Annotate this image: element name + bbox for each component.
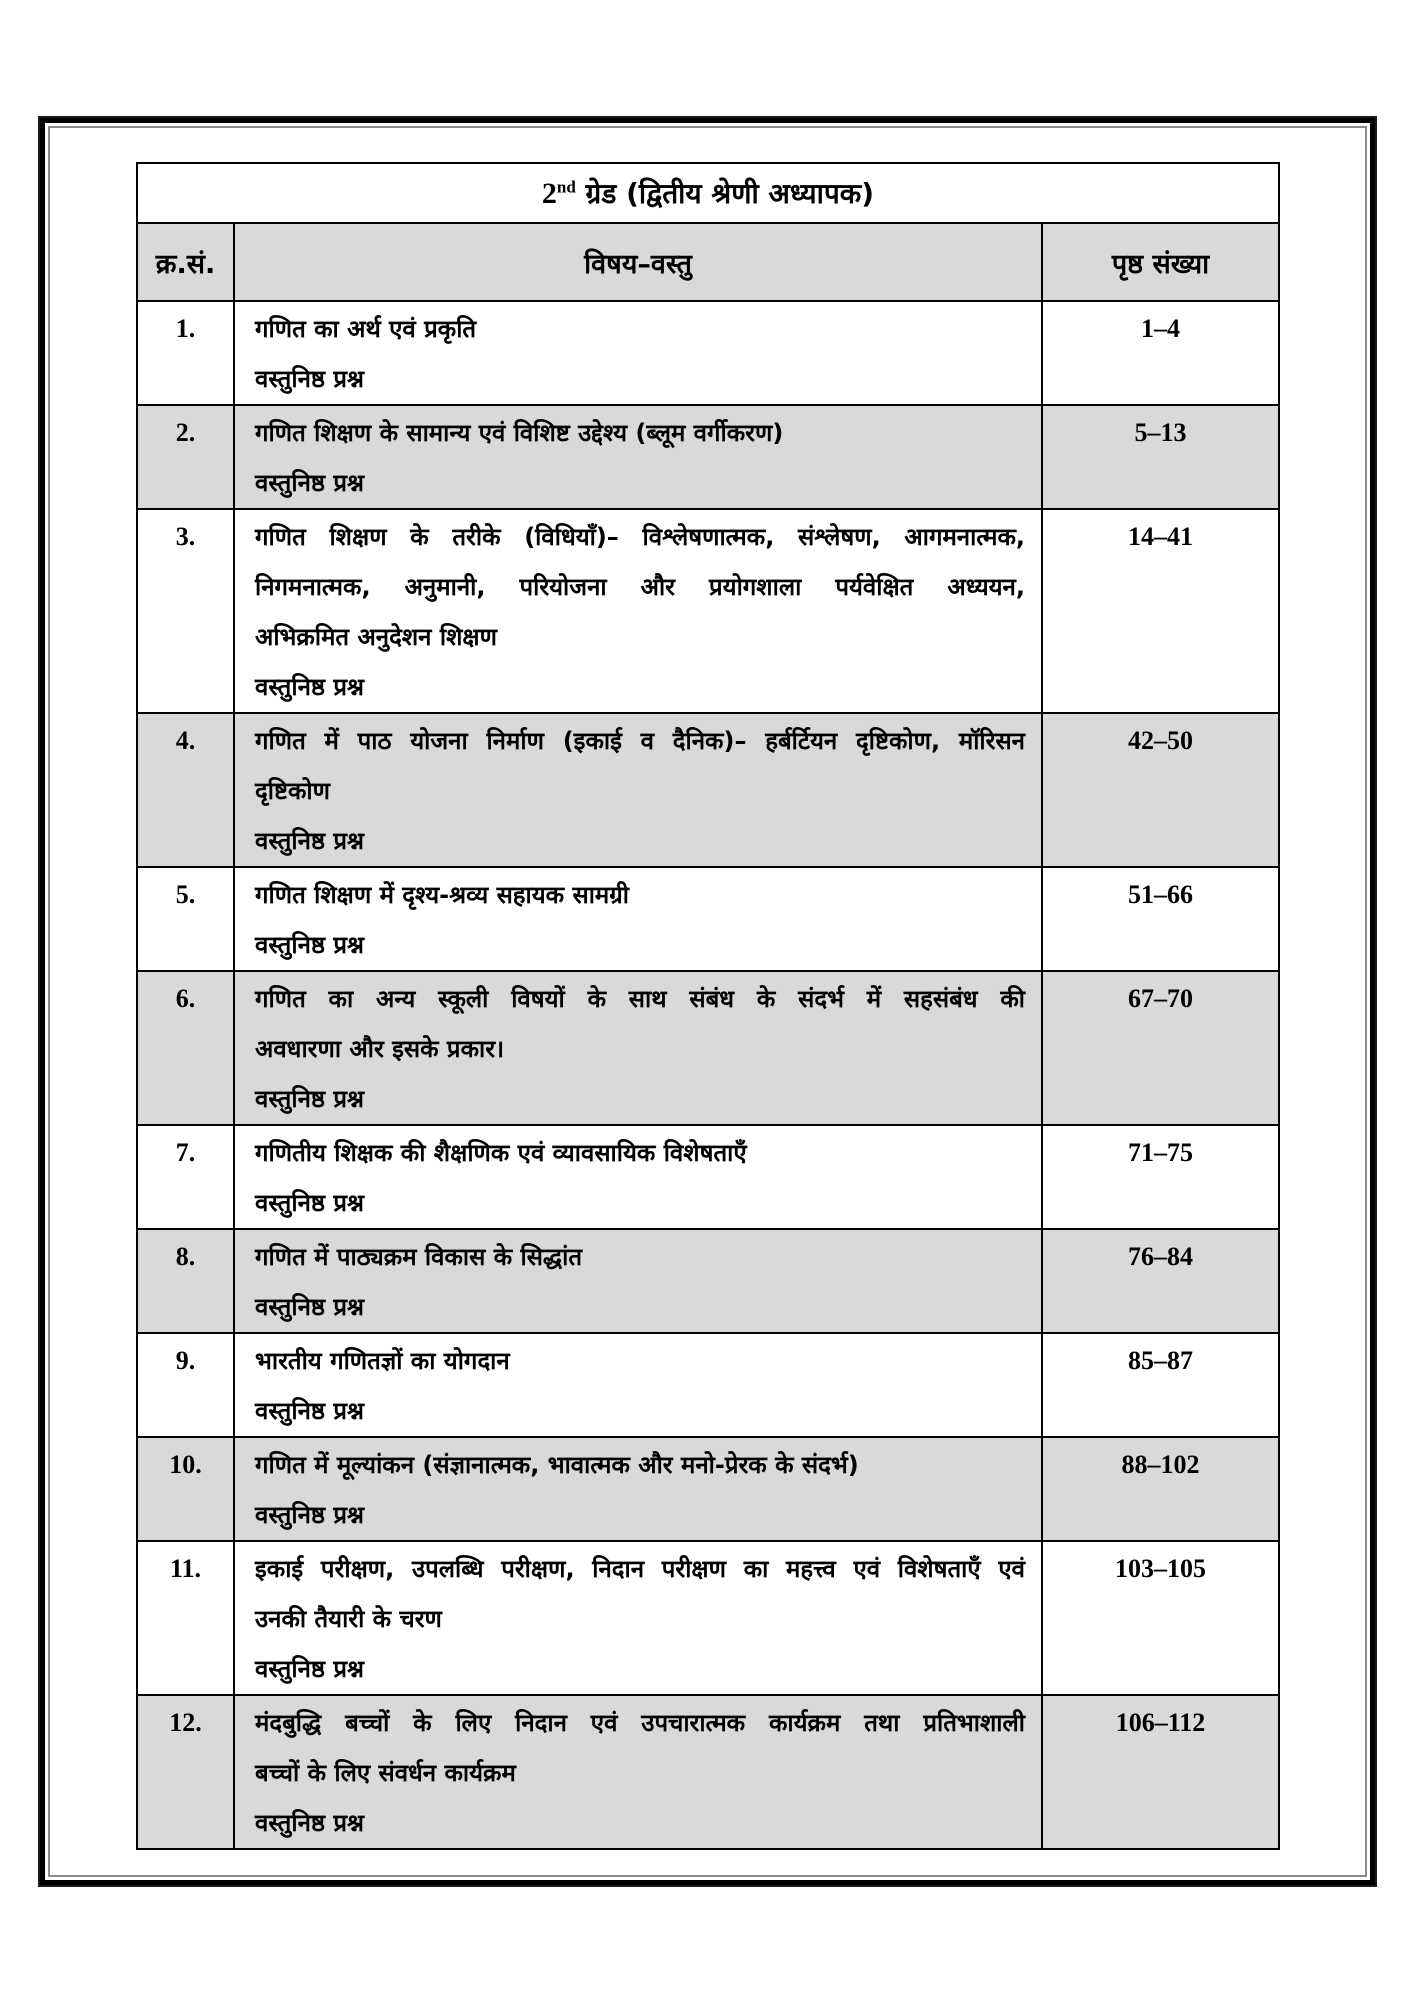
row-serial: 8. bbox=[137, 1229, 234, 1333]
row-pages: 76–84 bbox=[1042, 1229, 1279, 1333]
row-subject bbox=[234, 1125, 1042, 1229]
contents-table bbox=[136, 162, 1280, 1850]
row-topic: गणित में पाठ्यक्रम विकास के सिद्धांत bbox=[255, 1243, 582, 1271]
row-objective-note: वस्तुनिष्ठ प्रश्न bbox=[255, 931, 365, 959]
row-topic: गणित शिक्षण में दृश्य-श्रव्य सहायक सामग्री bbox=[255, 881, 630, 909]
table-row bbox=[137, 867, 1279, 971]
row-pages: 88–102 bbox=[1042, 1437, 1279, 1541]
col-header-serial: क्र.सं. bbox=[137, 223, 234, 301]
row-topic: गणित शिक्षण के तरीके (विधियाँ)– विश्लेषणात्मक, संश्लेषण, आगमनात्मक, निगमनात्मक, अनुमानी, परियोजना और प्रयोगशाला पर्यवेक्षित अध्ययन, अभिक्रमित अनुदेशन शिक्षण bbox=[255, 523, 1025, 651]
table-row bbox=[137, 1125, 1279, 1229]
row-topic: गणित का अन्य स्कूली विषयों के साथ संबंध के संदर्भ में सहसंबंध की अवधारणा और इसके प्रकार। bbox=[255, 985, 1025, 1063]
row-serial: 10. bbox=[137, 1437, 234, 1541]
row-pages: 1–4 bbox=[1042, 301, 1279, 405]
row-topic: गणित में मूल्यांकन (संज्ञानात्मक, भावात्मक और मनो-प्रेरक के संदर्भ) bbox=[255, 1451, 859, 1479]
row-pages: 71–75 bbox=[1042, 1125, 1279, 1229]
table-row bbox=[137, 971, 1279, 1125]
row-serial: 6. bbox=[137, 971, 234, 1125]
table-row bbox=[137, 1541, 1279, 1695]
row-subject bbox=[234, 1541, 1042, 1695]
table-row bbox=[137, 1437, 1279, 1541]
row-topic: इकाई परीक्षण, उपलब्धि परीक्षण, निदान परीक्षण का महत्त्व एवं विशेषताएँ एवं उनकी तैयारी के चरण bbox=[255, 1555, 1025, 1633]
table-row bbox=[137, 405, 1279, 509]
row-serial: 2. bbox=[137, 405, 234, 509]
row-subject bbox=[234, 1333, 1042, 1437]
row-subject bbox=[234, 971, 1042, 1125]
row-serial: 4. bbox=[137, 713, 234, 867]
page-title bbox=[137, 163, 1279, 223]
table-row bbox=[137, 509, 1279, 713]
row-objective-note: वस्तुनिष्ठ प्रश्न bbox=[255, 1397, 365, 1425]
row-subject bbox=[234, 405, 1042, 509]
row-subject bbox=[234, 1229, 1042, 1333]
table-row bbox=[137, 301, 1279, 405]
row-pages: 103–105 bbox=[1042, 1541, 1279, 1695]
row-objective-note: वस्तुनिष्ठ प्रश्न bbox=[255, 827, 365, 855]
row-subject bbox=[234, 509, 1042, 713]
row-serial: 3. bbox=[137, 509, 234, 713]
row-serial: 5. bbox=[137, 867, 234, 971]
row-objective-note: वस्तुनिष्ठ प्रश्न bbox=[255, 365, 365, 393]
row-objective-note: वस्तुनिष्ठ प्रश्न bbox=[255, 1189, 365, 1217]
row-topic: भारतीय गणितज्ञों का योगदान bbox=[255, 1347, 510, 1375]
row-topic: गणित शिक्षण के सामान्य एवं विशिष्ट उद्देश्य (ब्लूम वर्गीकरण) bbox=[255, 419, 784, 447]
row-objective-note: वस्तुनिष्ठ प्रश्न bbox=[255, 1293, 365, 1321]
title-row bbox=[137, 163, 1279, 223]
page-frame-inner-line bbox=[48, 126, 1367, 1877]
row-objective-note: वस्तुनिष्ठ प्रश्न bbox=[255, 1655, 365, 1683]
row-topic: गणितीय शिक्षक की शैक्षणिक एवं व्यावसायिक विशेषताएँ bbox=[255, 1139, 747, 1167]
title-ordinal-suffix: nd bbox=[556, 177, 576, 197]
col-header-subject: विषय–वस्तु bbox=[234, 223, 1042, 301]
row-subject bbox=[234, 1695, 1042, 1849]
row-serial: 12. bbox=[137, 1695, 234, 1849]
table-row bbox=[137, 1333, 1279, 1437]
row-objective-note: वस्तुनिष्ठ प्रश्न bbox=[255, 1501, 365, 1529]
row-serial: 11. bbox=[137, 1541, 234, 1695]
page-frame-thick-line bbox=[40, 118, 1375, 1885]
row-subject bbox=[234, 1437, 1042, 1541]
row-objective-note: वस्तुनिष्ठ प्रश्न bbox=[255, 1809, 365, 1837]
row-topic: गणित में पाठ योजना निर्माण (इकाई व दैनिक)– हर्बर्टियन दृष्टिकोण, मॉरिसन दृष्टिकोण bbox=[255, 727, 1025, 805]
table-row bbox=[137, 713, 1279, 867]
table-row bbox=[137, 1695, 1279, 1849]
row-pages: 5–13 bbox=[1042, 405, 1279, 509]
row-topic: मंदबुद्धि बच्चों के लिए निदान एवं उपचारात्मक कार्यक्रम तथा प्रतिभाशाली बच्चों के लिए संवर्धन कार्यक्रम bbox=[255, 1709, 1025, 1787]
title-text: ग्रेड (द्वितीय श्रेणी अध्यापक) bbox=[575, 177, 875, 210]
row-topic: गणित का अर्थ एवं प्रकृति bbox=[255, 315, 477, 343]
row-pages: 67–70 bbox=[1042, 971, 1279, 1125]
header-row bbox=[137, 223, 1279, 301]
row-objective-note: वस्तुनिष्ठ प्रश्न bbox=[255, 469, 365, 497]
row-serial: 1. bbox=[137, 301, 234, 405]
row-subject bbox=[234, 713, 1042, 867]
row-pages: 106–112 bbox=[1042, 1695, 1279, 1849]
row-pages: 85–87 bbox=[1042, 1333, 1279, 1437]
row-pages: 42–50 bbox=[1042, 713, 1279, 867]
row-objective-note: वस्तुनिष्ठ प्रश्न bbox=[255, 1085, 365, 1113]
row-objective-note: वस्तुनिष्ठ प्रश्न bbox=[255, 673, 365, 701]
row-serial: 9. bbox=[137, 1333, 234, 1437]
col-header-pages: पृष्ठ संख्या bbox=[1042, 223, 1279, 301]
table-row bbox=[137, 1229, 1279, 1333]
row-serial: 7. bbox=[137, 1125, 234, 1229]
title-grade-number: 2 bbox=[541, 177, 557, 210]
row-pages: 14–41 bbox=[1042, 509, 1279, 713]
page-frame bbox=[38, 116, 1377, 1887]
row-subject bbox=[234, 867, 1042, 971]
row-subject bbox=[234, 301, 1042, 405]
row-pages: 51–66 bbox=[1042, 867, 1279, 971]
